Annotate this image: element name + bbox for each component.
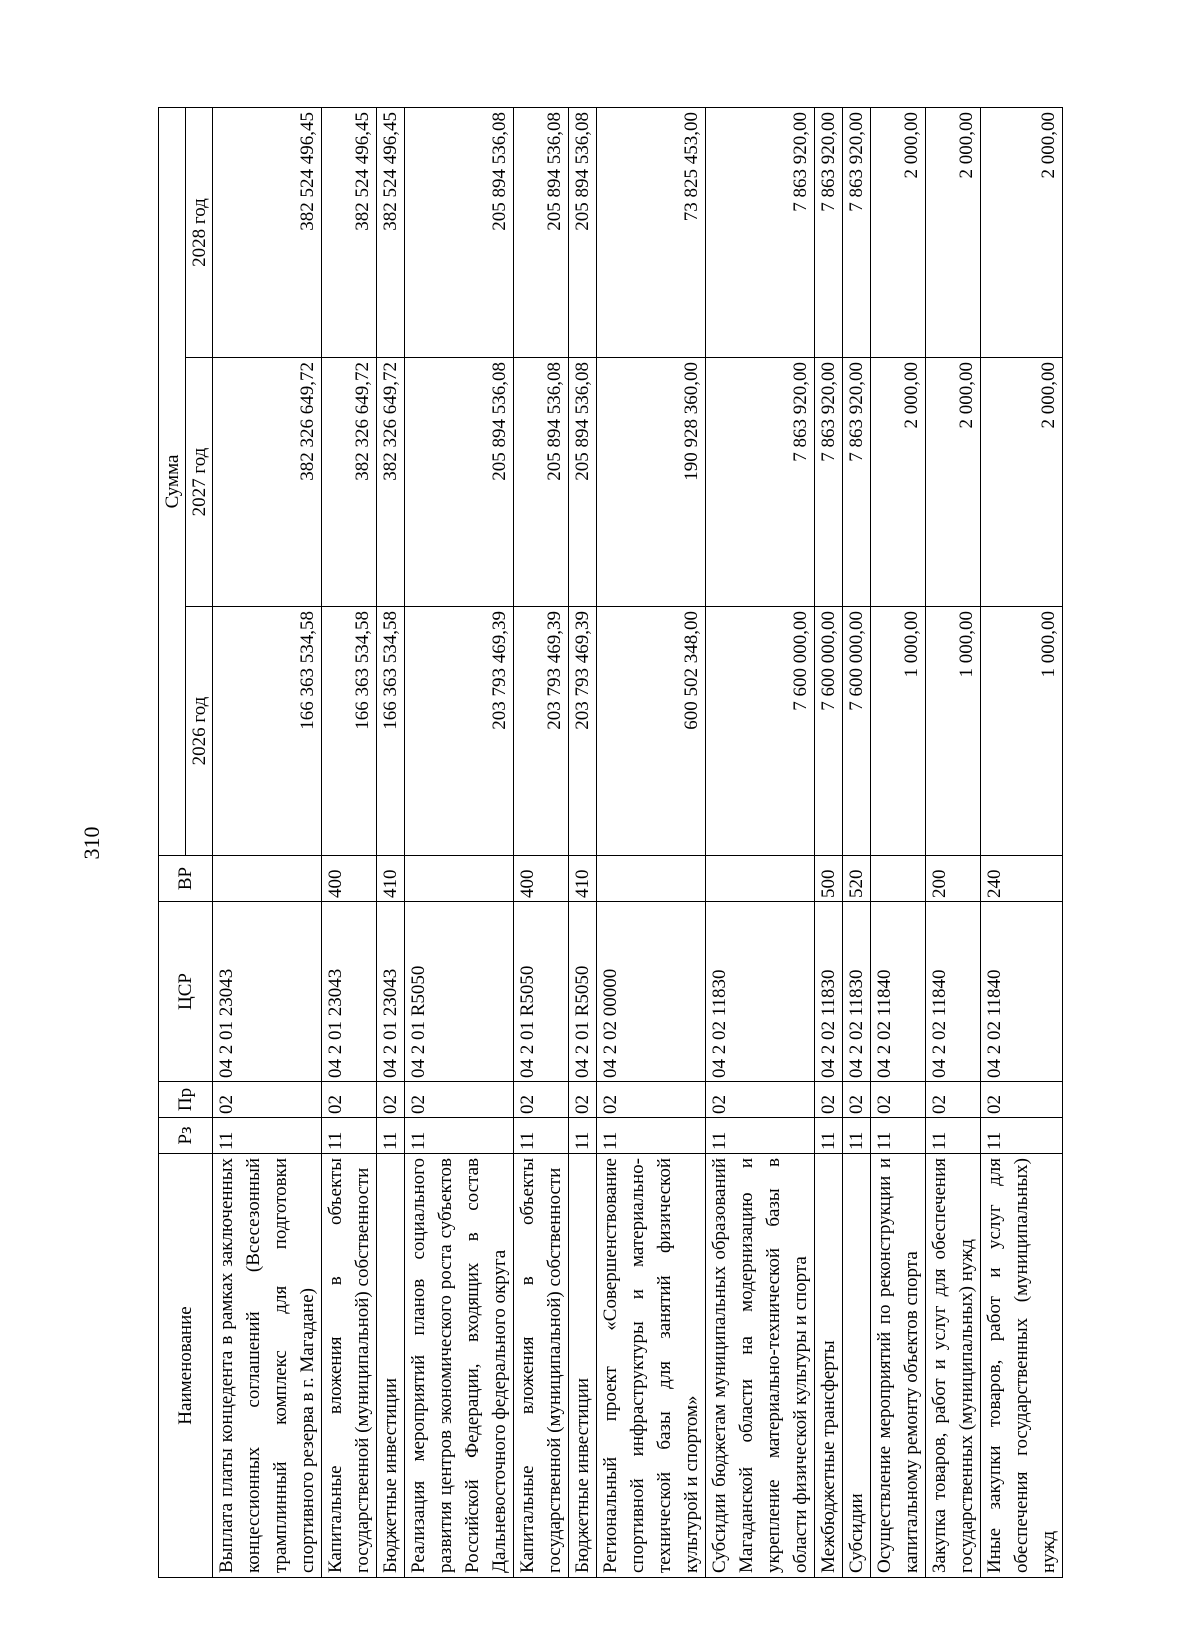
- table-row: [843, 108, 871, 1578]
- row-rz: 11: [405, 1118, 514, 1154]
- row-sum-2026: 203 793 469,39: [405, 607, 514, 856]
- row-vr: 200: [926, 856, 981, 902]
- row-sum-2027: 205 894 536,08: [569, 358, 597, 607]
- row-rz: 11: [377, 1118, 405, 1154]
- row-sum-2027: 2 000,00: [926, 358, 981, 607]
- row-csr: 04 2 02 11830: [843, 902, 871, 1082]
- row-sum-2028: 205 894 536,08: [569, 108, 597, 358]
- row-name: Региональный проект «Совершенствование спортивной инфраструктуры и материально-технической базы для занятий физической культурой и спортом»: [597, 1154, 706, 1578]
- row-sum-2028: 2 000,00: [926, 108, 981, 358]
- table-row: [322, 108, 377, 1578]
- row-csr: 04 2 02 11840: [926, 902, 981, 1082]
- table-row: [871, 108, 926, 1578]
- row-rz: 11: [926, 1118, 981, 1154]
- row-rz: 11: [514, 1118, 569, 1154]
- row-vr: [871, 856, 926, 902]
- row-sum-2026: 7 600 000,00: [815, 607, 843, 856]
- row-sum-2027: 382 326 649,72: [377, 358, 405, 607]
- row-csr: 04 2 01 23043: [322, 902, 377, 1082]
- table-row: [213, 108, 322, 1578]
- row-rz: 11: [871, 1118, 926, 1154]
- row-vr: 520: [843, 856, 871, 902]
- row-rz: 11: [213, 1118, 322, 1154]
- row-pr: 02: [981, 1082, 1063, 1118]
- row-sum-2026: 600 502 348,00: [597, 607, 706, 856]
- row-sum-2027: 205 894 536,08: [405, 358, 514, 607]
- row-name: Капитальные вложения в объекты государственной (муниципальной) собственности: [514, 1154, 569, 1578]
- row-pr: 02: [843, 1082, 871, 1118]
- row-csr: 04 2 02 11830: [815, 902, 843, 1082]
- row-sum-2028: 205 894 536,08: [405, 108, 514, 358]
- row-pr: 02: [514, 1082, 569, 1118]
- row-vr: [213, 856, 322, 902]
- table-row: [597, 108, 706, 1578]
- row-pr: 02: [569, 1082, 597, 1118]
- row-rz: 11: [569, 1118, 597, 1154]
- row-sum-2027: 2 000,00: [871, 358, 926, 607]
- row-name: Иные закупки товаров, работ и услуг для обеспечения государственных (муниципальных) нужд: [981, 1154, 1063, 1578]
- row-sum-2028: 205 894 536,08: [514, 108, 569, 358]
- row-pr: 02: [322, 1082, 377, 1118]
- row-sum-2026: 1 000,00: [981, 607, 1063, 856]
- row-sum-2027: 7 863 920,00: [815, 358, 843, 607]
- rotated-document: [158, 108, 1059, 1578]
- table-row: [514, 108, 569, 1578]
- row-sum-2026: 1 000,00: [871, 607, 926, 856]
- table-row: [405, 108, 514, 1578]
- row-name: Реализация мероприятий планов социального развития центров экономического роста субъектов Российской Федерации, входящих в состав Дальневосточного федерального округа: [405, 1154, 514, 1578]
- row-sum-2028: 382 524 496,45: [213, 108, 322, 358]
- row-pr: 02: [377, 1082, 405, 1118]
- row-csr: 04 2 01 R5050: [514, 902, 569, 1082]
- table-row: [815, 108, 843, 1578]
- row-pr: 02: [213, 1082, 322, 1118]
- row-rz: 11: [815, 1118, 843, 1154]
- row-sum-2027: 190 928 360,00: [597, 358, 706, 607]
- row-sum-2028: 382 524 496,45: [377, 108, 405, 358]
- row-pr: 02: [597, 1082, 706, 1118]
- header-2026: 2026 год: [186, 607, 213, 856]
- row-name: Субсидии бюджетам муниципальных образований Магаданской области на модернизацию и укрепление материально-технической базы в области физической культуры и спорта: [706, 1154, 815, 1578]
- row-sum-2026: 166 363 534,58: [322, 607, 377, 856]
- row-sum-2028: 7 863 920,00: [843, 108, 871, 358]
- row-rz: 11: [843, 1118, 871, 1154]
- row-sum-2026: 1 000,00: [926, 607, 981, 856]
- row-sum-2028: 7 863 920,00: [706, 108, 815, 358]
- row-sum-2027: 2 000,00: [981, 358, 1063, 607]
- header-rz: Рз: [159, 1118, 213, 1154]
- table-row: [377, 108, 405, 1578]
- row-sum-2026: 203 793 469,39: [569, 607, 597, 856]
- table-row: [981, 108, 1063, 1578]
- header-sum: Сумма: [159, 108, 186, 856]
- row-sum-2027: 382 326 649,72: [213, 358, 322, 607]
- row-csr: 04 2 02 11830: [706, 902, 815, 1082]
- header-2027: 2027 год: [186, 358, 213, 607]
- row-csr: 04 2 02 11840: [981, 902, 1063, 1082]
- row-csr: 04 2 01 23043: [213, 902, 322, 1082]
- row-pr: 02: [815, 1082, 843, 1118]
- row-pr: 02: [706, 1082, 815, 1118]
- row-rz: 11: [597, 1118, 706, 1154]
- row-csr: 04 2 02 11840: [871, 902, 926, 1082]
- row-pr: 02: [871, 1082, 926, 1118]
- row-sum-2026: 166 363 534,58: [377, 607, 405, 856]
- row-sum-2027: 382 326 649,72: [322, 358, 377, 607]
- table-row: [706, 108, 815, 1578]
- row-pr: 02: [405, 1082, 514, 1118]
- row-vr: 410: [377, 856, 405, 902]
- row-rz: 11: [981, 1118, 1063, 1154]
- header-vr: ВР: [159, 856, 213, 902]
- row-vr: 240: [981, 856, 1063, 902]
- row-name: Закупка товаров, работ и услуг для обеспечения государственных (муниципальных) нужд: [926, 1154, 981, 1578]
- row-vr: [597, 856, 706, 902]
- row-sum-2026: 203 793 469,39: [514, 607, 569, 856]
- row-pr: 02: [926, 1082, 981, 1118]
- row-sum-2028: 382 524 496,45: [322, 108, 377, 358]
- row-sum-2028: 7 863 920,00: [815, 108, 843, 358]
- row-name: Выплата платы концедента в рамках заключенных концессионных соглашений (Всесезонный трамплинный комплекс для подготовки спортивного резерва в г. Магадане): [213, 1154, 322, 1578]
- row-rz: 11: [322, 1118, 377, 1154]
- row-sum-2027: 7 863 920,00: [843, 358, 871, 607]
- row-sum-2027: 205 894 536,08: [514, 358, 569, 607]
- row-vr: [706, 856, 815, 902]
- header-pr: Пр: [159, 1082, 213, 1118]
- table-row: [569, 108, 597, 1578]
- page-number: 310: [79, 826, 104, 860]
- table-row: [926, 108, 981, 1578]
- header-2028: 2028 год: [186, 108, 213, 358]
- row-vr: 500: [815, 856, 843, 902]
- row-name: Капитальные вложения в объекты государственной (муниципальной) собственности: [322, 1154, 377, 1578]
- row-rz: 11: [706, 1118, 815, 1154]
- header-name: Наименование: [159, 1154, 213, 1578]
- row-name: Субсидии: [843, 1154, 871, 1578]
- header-csr: ЦСР: [159, 902, 213, 1082]
- row-sum-2026: 7 600 000,00: [706, 607, 815, 856]
- row-name: Осуществление мероприятий по реконструкции и капитальному ремонту объектов спорта: [871, 1154, 926, 1578]
- row-csr: 04 2 02 00000: [597, 902, 706, 1082]
- row-name: Бюджетные инвестиции: [569, 1154, 597, 1578]
- row-sum-2026: 166 363 534,58: [213, 607, 322, 856]
- row-sum-2028: 73 825 453,00: [597, 108, 706, 358]
- row-sum-2027: 7 863 920,00: [706, 358, 815, 607]
- row-vr: 410: [569, 856, 597, 902]
- row-vr: 400: [514, 856, 569, 902]
- row-sum-2026: 7 600 000,00: [843, 607, 871, 856]
- row-name: Бюджетные инвестиции: [377, 1154, 405, 1578]
- row-name: Межбюджетные трансферты: [815, 1154, 843, 1578]
- row-vr: [405, 856, 514, 902]
- row-vr: 400: [322, 856, 377, 902]
- row-sum-2028: 2 000,00: [871, 108, 926, 358]
- row-csr: 04 2 01 R5050: [569, 902, 597, 1082]
- row-csr: 04 2 01 R5050: [405, 902, 514, 1082]
- row-sum-2028: 2 000,00: [981, 108, 1063, 358]
- row-csr: 04 2 01 23043: [377, 902, 405, 1082]
- budget-table: [158, 107, 1063, 1578]
